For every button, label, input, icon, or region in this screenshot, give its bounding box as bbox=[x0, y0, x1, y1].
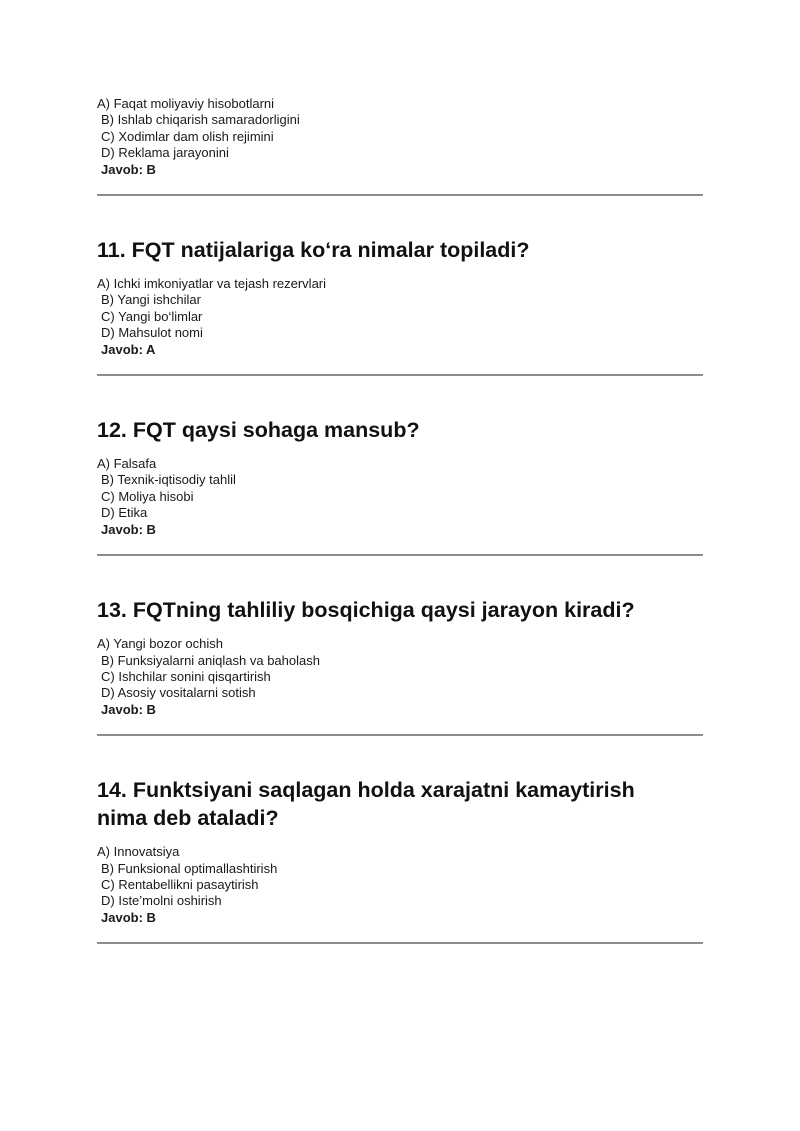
answer-label: Javob: B bbox=[101, 521, 156, 537]
answer-label: Javob: A bbox=[101, 341, 156, 357]
option-b: B) Funksional optimallashtirish bbox=[101, 860, 278, 876]
question-10-options bbox=[97, 96, 703, 178]
divider bbox=[97, 554, 703, 556]
option-a: A) Falsafa bbox=[97, 456, 157, 472]
option-d: D) Asosiy vositalarni sotish bbox=[101, 685, 256, 701]
question-title-line-2: nima deb ataladi? bbox=[97, 806, 279, 831]
option-a: A) Ichki imkoniyatlar va tejash rezervlari bbox=[97, 276, 327, 292]
option-d: D) Mahsulot nomi bbox=[101, 325, 203, 341]
option-d: D) Iste’molni oshirish bbox=[101, 893, 222, 909]
question-12 bbox=[97, 416, 703, 538]
option-c: C) Moliya hisobi bbox=[101, 488, 194, 504]
option-d: D) Reklama jarayonini bbox=[101, 145, 229, 161]
document-page bbox=[97, 96, 703, 944]
option-b: B) Yangi ishchilar bbox=[101, 292, 201, 308]
answer-label: Javob: B bbox=[101, 909, 156, 925]
divider bbox=[97, 194, 703, 196]
answer-label: Javob: B bbox=[101, 161, 156, 177]
question-11 bbox=[97, 236, 703, 358]
divider bbox=[97, 734, 703, 736]
option-b: B) Funksiyalarni aniqlash va baholash bbox=[101, 652, 320, 668]
option-b: B) Ishlab chiqarish samaradorligini bbox=[101, 112, 300, 128]
option-c: C) Yangi bo‘limlar bbox=[101, 308, 203, 324]
option-a: A) Faqat moliyaviy hisobotlarni bbox=[97, 96, 275, 111]
question-title: 11. FQT natijalariga ko‘ra nimalar topiladi? bbox=[97, 238, 530, 263]
question-title: 12. FQT qaysi sohaga mansub? bbox=[97, 418, 420, 443]
option-c: C) Ishchilar sonini qisqartirish bbox=[101, 668, 271, 684]
option-d: D) Etika bbox=[101, 505, 148, 521]
option-b: B) Texnik-iqtisodiy tahlil bbox=[101, 472, 236, 488]
option-c: C) Rentabellikni pasaytirish bbox=[101, 876, 259, 892]
question-14 bbox=[97, 776, 703, 926]
question-title bbox=[97, 776, 703, 832]
option-a: A) Yangi bozor ochish bbox=[97, 636, 223, 652]
divider bbox=[97, 374, 703, 376]
question-title: 13. FQTning tahliliy bosqichiga qaysi jarayon kiradi? bbox=[97, 598, 635, 623]
question-title-line-1: 14. Funktsiyani saqlagan holda xarajatni kamaytirish bbox=[97, 778, 635, 803]
question-13 bbox=[97, 596, 703, 718]
option-c: C) Xodimlar dam olish rejimini bbox=[101, 128, 274, 144]
divider bbox=[97, 942, 703, 944]
option-a: A) Innovatsiya bbox=[97, 844, 180, 860]
answer-label: Javob: B bbox=[101, 701, 156, 717]
